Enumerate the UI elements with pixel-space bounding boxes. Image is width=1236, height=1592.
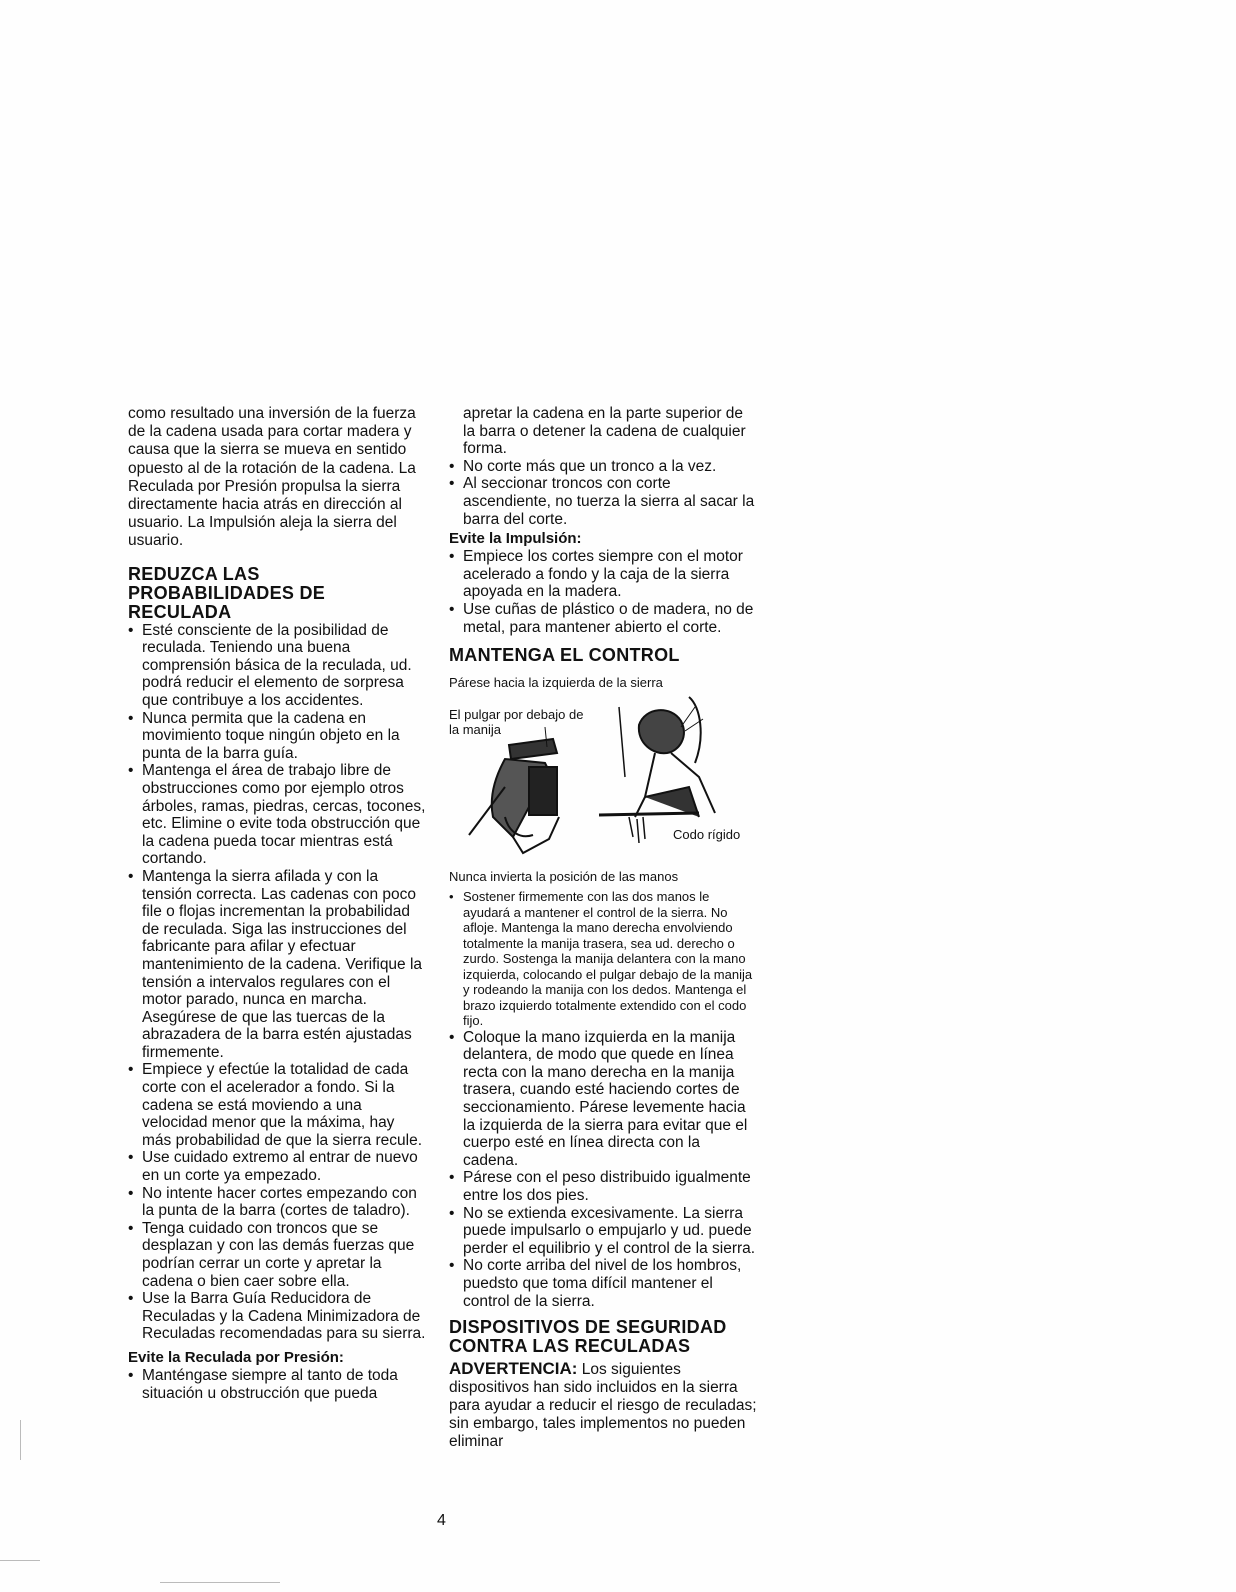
list-item: • Use la Barra Guía Reducidora de Reculadas y la Cadena Minimizadora de Reculadas recomendadas para su sierra. (128, 1290, 428, 1343)
scan-artifact (20, 1420, 21, 1460)
warning-label: ADVERTENCIA: (449, 1359, 578, 1379)
scan-artifact (0, 1560, 40, 1561)
subheading-impulsion: Evite la Impulsión: (449, 530, 582, 548)
list-item: • Empiece los cortes siempre con el motor acelerado a fondo y la caja de la sierra apoyada en la madera. (449, 548, 759, 601)
reculada-bullet-list (128, 622, 428, 1343)
list-item: • Use cuñas de plástico o de madera, no de metal, para mantener abierto el corte. (449, 601, 759, 636)
impulsion-bullet-list (449, 548, 759, 636)
list-item: • Mantenga el área de trabajo libre de obstrucciones como por ejemplo otros árboles, ramas, piedras, cercas, tocones, etc. Elimine o evite toda obstrucción que la cadena pueda tocar mientras está cortando. (128, 762, 428, 868)
list-item: • No corte más que un tronco a la vez. (449, 458, 759, 476)
page-number: 4 (437, 1512, 446, 1529)
section-heading-reculada: REDUZCA LAS PROBABILIDADES DE RECULADA (128, 563, 326, 622)
figure-caption: Nunca invierta la posición de las manos (449, 869, 679, 885)
list-item: • Al seccionar troncos con corte ascendiente, no tuerza la sierra al sacar la barra del corte. (449, 475, 759, 528)
continuation-text: apretar la cadena en la parte superior de la barra o detener la cadena de cualquier forma. (463, 405, 746, 458)
list-item: • Coloque la mano izquierda en la manija delantera, de modo que quede en línea recta con la mano derecha en la manija trasera, cuando esté haciendo cortes de seccionamiento. Párese levemente hacia la izquierda de la sierra para evitar que el cuerpo esté en línea directa con la cadena. (449, 1029, 759, 1170)
list-item: • Manténgase siempre al tanto de toda situación u obstrucción que pueda (128, 1367, 428, 1402)
chainsaw-grip-drawing (449, 667, 759, 867)
figure-elbow-label: Codo rígido (673, 827, 741, 843)
list-item: • Empiece y efectúe la totalidad de cada corte con el acelerador a fondo. Si la cadena se está moviendo a una velocidad menor que la máxima, hay más probabilidad de que la sierra recule. (128, 1061, 428, 1149)
warning-paragraph (449, 1360, 759, 1451)
scan-artifact (160, 1582, 280, 1583)
list-item: • Use cuidado extremo al entrar de nuevo en un corte ya empezado. (128, 1149, 428, 1184)
list-item: • Mantenga la sierra afilada y con la tensión correcta. Las cadenas con poco file o flojas incrementan la probabilidad de reculada. Siga las instrucciones del fabricante para afilar y efectuar mantenimiento de la cadena. Verifique la tensión a intervalos regulares con el motor parado, nunca en marcha. Asegúrese de que las tuercas de la abrazadera de la barra estén ajustadas firmemente. (128, 868, 428, 1062)
list-item: • Párese con el peso distribuido igualmente entre los dos pies. (449, 1169, 759, 1204)
stance-bullet-list (449, 1029, 759, 1311)
figure-thumb-label: El pulgar por debajo de la manija (449, 707, 584, 738)
section-heading-control: MANTENGA EL CONTROL (449, 645, 680, 666)
list-item: • Tenga cuidado con troncos que se desplazan y con las demás fuerzas que podrían cerrar un corte y apretar la cadena o bien caer sobre ella. (128, 1220, 428, 1290)
list-item: • Nunca permita que la cadena en movimiento toque ningún objeto en la punta de la barra guía. (128, 710, 428, 763)
subheading-reculada-presion: Evite la Reculada por Presión: (128, 1348, 344, 1366)
grip-bullet-list (449, 889, 759, 1029)
figure-top-label: Párese hacia la izquierda de la sierra (449, 675, 663, 691)
list-item: • Sostener firmemente con las dos manos le ayudará a mantener el control de la sierra. No afloje. Mantenga la mano derecha envolviendo totalmente la manija trasera, sea ud. derecho o zurdo. Sostenga la manija delantera con la mano izquierda, colocando el pulgar debajo de la manija y rodeando la manija con los dedos. Mantenga el brazo izquierdo totalmente extendido con el codo fijo. (449, 889, 759, 1029)
cut-bullet-list (449, 458, 759, 528)
list-item: • No se extienda excesivamente. La sierra puede impulsarlo o empujarlo y ud. puede perder el equilibrio y el control de la sierra. (449, 1205, 759, 1258)
list-item: • Esté consciente de la posibilidad de reculada. Teniendo una buena comprensión básica de la reculada, ud. podrá reducir el elemento de sorpresa que contribuye a los accidentes. (128, 622, 428, 710)
list-item: • No intente hacer cortes empezando con la punta de la barra (cortes de taladro). (128, 1185, 428, 1220)
warning-text: Los siguientes dispositivos han sido incluidos en la sierra para ayudar a reducir el riesgo de reculadas; sin embargo, tales implementos no pueden eliminar (449, 1361, 757, 1451)
list-item: • No corte arriba del nivel de los hombros, puedsto que toma difícil mantener el control de la sierra. (449, 1257, 759, 1310)
section-heading-devices: DISPOSITIVOS DE SEGURIDAD CONTRA LAS RECULADAS (449, 1317, 727, 1357)
intro-paragraph: como resultado una inversión de la fuerza de la cadena usada para cortar madera y causa que la sierra se mueva en sentido opuesto al de la rotación de la cadena. La Reculada por Presión propulsa la sierra directamente hacia atrás en dirección al usuario. La Impulsión aleja la sierra del usuario. (128, 405, 416, 550)
left-column (128, 405, 428, 1402)
grip-illustration (449, 667, 759, 867)
right-column (449, 405, 759, 1451)
presion-bullet-list (128, 1367, 428, 1402)
